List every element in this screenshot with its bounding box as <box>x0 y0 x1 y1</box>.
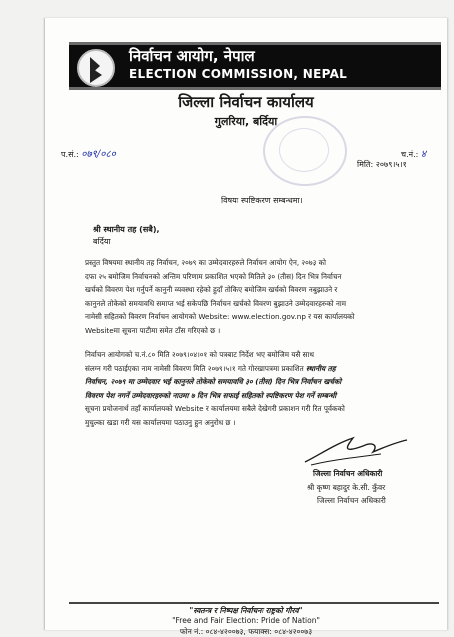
body-line: कानुनले तोकेको समयावधि समाप्त भई सकेपछि निर्वाचन खर्चको विवरण बुझाउने उम्मेदवारहरुको नाम <box>85 298 347 308</box>
emphasis-line: निर्वाचन, २०७९ मा उम्मेदवार भई कानुनले तोकेको समयावधि ३० (तीस) दिन भित्र निर्वाचन खर्चको <box>85 377 342 386</box>
letter-subject: विषयः स्पष्टिकरण सम्बन्धमा। <box>221 196 303 205</box>
election-commission-emblem-icon <box>77 49 115 87</box>
letter-page <box>44 18 448 636</box>
footer-motto-english: "Free and Fair Election: Pride of Nation" <box>172 616 320 625</box>
body-line: संलग्न गरी पठाईएका नाम नामेसी विवरण मिति २०७९।५।१ गते गोरखापत्रमा प्रकाशित स्थानीय तह <box>85 363 336 373</box>
recipient-district: बर्दिया <box>93 237 111 246</box>
reference-number-value: ०७९/०८० <box>81 149 116 160</box>
body-line: प्रस्तुत विषयमा स्थानीय तह निर्वाचन, २०७९ का उम्मेदवारहरुले निर्वाचन आयोग ऐन, २०७३ को <box>85 258 327 267</box>
office-stamp <box>263 116 347 186</box>
body-line: सूचना प्रयोजनार्थ तहाँ कार्यालयको Website र कार्यालयमा सबैले देखेगरी प्रकाशन गरी रित पूर्वकको <box>85 404 345 413</box>
signatory-designation: जिल्ला निर्वाचन अधिकारी <box>317 496 386 505</box>
body-line: खर्चको विवरण पेश गर्नुपर्ने कानुनी व्यवस्था रहेको हुदाँ तोकिए बमोजिम खर्चको विवरण नबुझाउने र <box>85 285 338 294</box>
handwritten-signature <box>301 432 411 468</box>
office-location: गुलरिया, बर्दिया <box>214 115 278 128</box>
org-name-english: ELECTION COMMISSION, NEPAL <box>129 67 348 81</box>
body-line: निर्वाचन आयोगको च.नं.८० मिति २०७९।०४।०१ को पत्रबाट निर्देश भए बमोजिम यसै साथ <box>85 350 314 359</box>
dispatch-number-value: ४ <box>420 149 427 160</box>
letter-date-value: २०७९।५।१ <box>375 160 407 169</box>
recipient-name: श्री स्थानीय तह (सबै), <box>93 225 160 234</box>
body-paragraph-2 <box>85 348 435 429</box>
signatory-title: जिल्ला निर्वाचन अधिकारी <box>313 469 383 478</box>
footer-contact: फोन नं.: ०८४-४२००७३, फयाक्स: ०८४-४२००७३ <box>179 627 313 636</box>
footer-divider <box>69 602 439 604</box>
signatory-name: श्री कृष्ण बहादुर के.सी. कुँवर <box>307 483 386 492</box>
body-paragraph-1 <box>85 256 435 337</box>
footer-motto-nepali: "स्वतन्त्र र निष्पक्ष निर्वाचनः राष्ट्रको गौरव" <box>189 606 303 615</box>
body-line: Websiteमा सूचना पाटीमा समेत टाँस गरिएको छ । <box>85 325 221 335</box>
emphasis-text: स्थानीय तह <box>306 363 336 373</box>
body-line: नामेसी सहितको विवरण निर्वाचन आयोगको Website: www.election.gov.np र यस कार्यालयको <box>85 312 355 321</box>
body-line: दफा २५ बमोजिम निर्वाचनको अन्तिम परिणाम प्रकाशित भएको मितिले ३० (तीस) दिन भित्र निर्वाचन <box>85 271 342 281</box>
letter-date: मिति: २०७९।५।१ <box>357 160 407 169</box>
org-name-nepali: निर्वाचन आयोग, नेपाल <box>129 47 255 65</box>
emphasis-line: विवरण पेश नगर्ने उम्मेदवारहरुको नाउमा ७ दिन भित्र सफाई सहितको स्पष्टिकरण पेश गर्ने सम्बन्धी <box>85 390 337 400</box>
body-line: मुचुल्का खडा गरी यस कार्यालयमा पठाउनु हुन अनुरोध छ । <box>85 417 236 427</box>
dispatch-number: च.नं.: ४ <box>401 149 427 160</box>
letterhead-banner <box>69 42 441 90</box>
office-title: जिल्ला निर्वाचन कार्यालय <box>178 93 314 111</box>
reference-number: प.सं.: ०७९/०८० <box>61 149 116 160</box>
